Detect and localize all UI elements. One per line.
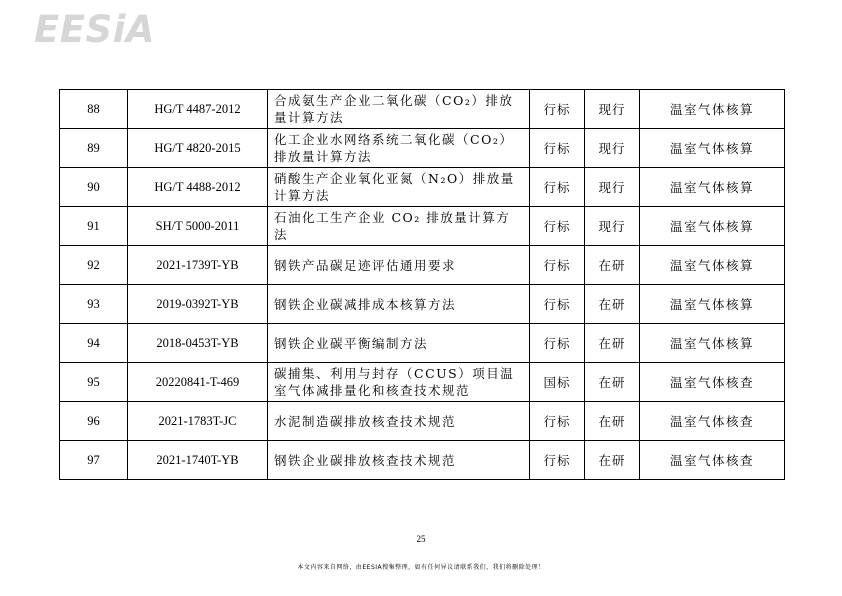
standard-code: 2019-0392T-YB — [128, 285, 268, 324]
standard-type: 行标 — [530, 441, 585, 480]
standard-status: 在研 — [585, 363, 640, 402]
standard-code: 2021-1783T-JC — [128, 402, 268, 441]
standard-category: 温室气体核算 — [640, 90, 785, 129]
standard-name: 合成氨生产企业二氧化碳（CO₂）排放量计算方法 — [268, 90, 530, 129]
standard-code: 2021-1740T-YB — [128, 441, 268, 480]
standard-type: 行标 — [530, 90, 585, 129]
standard-status: 在研 — [585, 285, 640, 324]
standard-category: 温室气体核算 — [640, 168, 785, 207]
row-number: 97 — [60, 441, 128, 480]
table-row — [60, 324, 785, 363]
standard-name: 钢铁企业碳平衡编制方法 — [268, 324, 530, 363]
standard-name: 钢铁企业碳排放核查技术规范 — [268, 441, 530, 480]
standard-category: 温室气体核算 — [640, 324, 785, 363]
standard-type: 行标 — [530, 324, 585, 363]
row-number: 96 — [60, 402, 128, 441]
table-row — [60, 285, 785, 324]
standard-status: 在研 — [585, 441, 640, 480]
standard-category: 温室气体核算 — [640, 207, 785, 246]
standard-status: 现行 — [585, 129, 640, 168]
table-row — [60, 90, 785, 129]
standard-type: 行标 — [530, 246, 585, 285]
standard-status: 现行 — [585, 168, 640, 207]
standard-category: 温室气体核算 — [640, 285, 785, 324]
row-number: 90 — [60, 168, 128, 207]
table-row — [60, 168, 785, 207]
row-number: 91 — [60, 207, 128, 246]
standard-code: HG/T 4487-2012 — [128, 90, 268, 129]
row-number: 88 — [60, 90, 128, 129]
standard-type: 行标 — [530, 129, 585, 168]
row-number: 92 — [60, 246, 128, 285]
table-row — [60, 441, 785, 480]
standards-table-body — [60, 90, 785, 480]
row-number: 95 — [60, 363, 128, 402]
standard-type: 行标 — [530, 168, 585, 207]
eesia-logo: EESiA — [34, 8, 156, 51]
table-row — [60, 363, 785, 402]
standard-code: 2021-1739T-YB — [128, 246, 268, 285]
standard-category: 温室气体核查 — [640, 402, 785, 441]
footer-disclaimer: 本文内容来自网络，由EESIA搜集整理，如有任何异议请联系我们，我们将删除处理！ — [297, 564, 545, 571]
standard-type: 行标 — [530, 285, 585, 324]
standard-status: 在研 — [585, 246, 640, 285]
standard-name: 硝酸生产企业氧化亚氮（N₂O）排放量计算方法 — [268, 168, 530, 207]
standard-type: 国标 — [530, 363, 585, 402]
standard-code: SH/T 5000-2011 — [128, 207, 268, 246]
standard-name: 钢铁产品碳足迹评估通用要求 — [268, 246, 530, 285]
standard-name: 水泥制造碳排放核查技术规范 — [268, 402, 530, 441]
standard-category: 温室气体核算 — [640, 246, 785, 285]
standard-code: HG/T 4820-2015 — [128, 129, 268, 168]
standard-name: 钢铁企业碳减排成本核算方法 — [268, 285, 530, 324]
row-number: 93 — [60, 285, 128, 324]
standard-status: 现行 — [585, 207, 640, 246]
standard-name: 化工企业水网络系统二氧化碳（CO₂）排放量计算方法 — [268, 129, 530, 168]
table-row — [60, 129, 785, 168]
page-number: 25 — [416, 534, 426, 544]
standard-category: 温室气体核查 — [640, 441, 785, 480]
table-row — [60, 246, 785, 285]
standard-type: 行标 — [530, 207, 585, 246]
standard-code: HG/T 4488-2012 — [128, 168, 268, 207]
standard-code: 20220841-T-469 — [128, 363, 268, 402]
standard-status: 在研 — [585, 402, 640, 441]
table-row — [60, 207, 785, 246]
standard-status: 现行 — [585, 90, 640, 129]
row-number: 89 — [60, 129, 128, 168]
standard-code: 2018-0453T-YB — [128, 324, 268, 363]
row-number: 94 — [60, 324, 128, 363]
standard-type: 行标 — [530, 402, 585, 441]
table-row — [60, 402, 785, 441]
standard-category: 温室气体核算 — [640, 129, 785, 168]
standard-category: 温室气体核查 — [640, 363, 785, 402]
standard-name: 碳捕集、利用与封存（CCUS）项目温室气体减排量化和核查技术规范 — [268, 363, 530, 402]
standards-table — [59, 89, 785, 480]
standard-name: 石油化工生产企业 CO₂ 排放量计算方法 — [268, 207, 530, 246]
standard-status: 在研 — [585, 324, 640, 363]
